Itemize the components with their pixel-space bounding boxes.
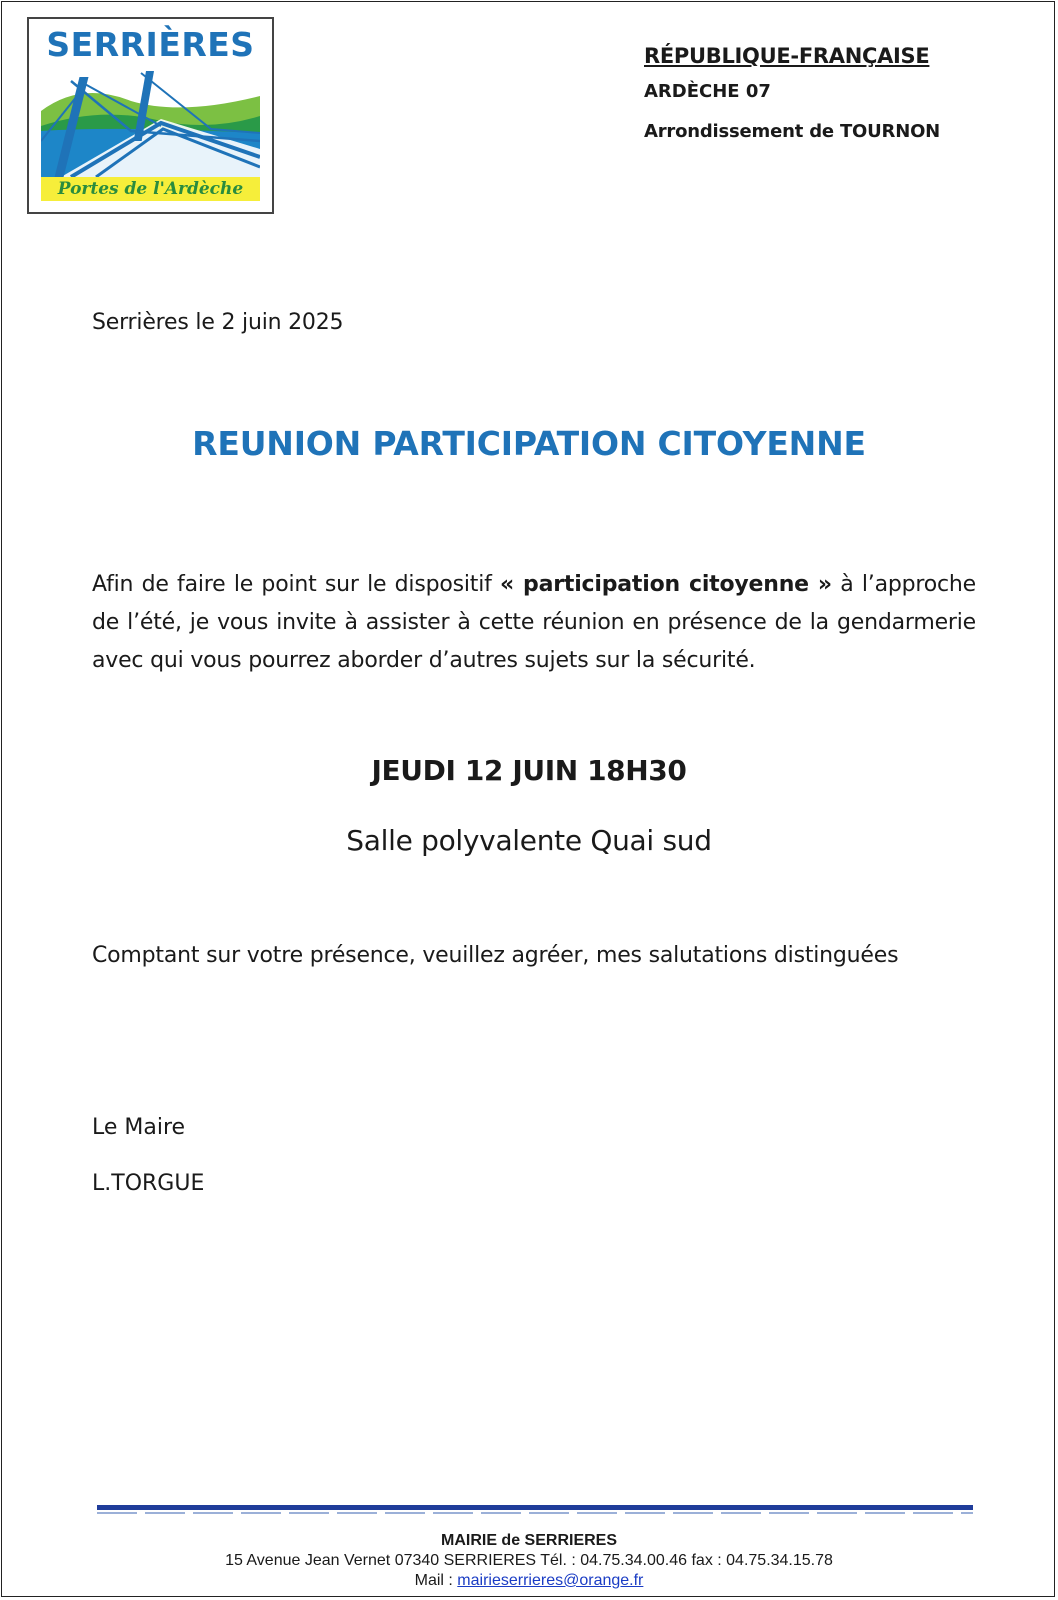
footer-mail-label: Mail : bbox=[414, 1572, 458, 1589]
footer-mairie: MAIRIE de SERRIERES bbox=[440, 1532, 618, 1549]
footer-divider-secondary bbox=[97, 1512, 973, 1514]
footer-address: 15 Avenue Jean Vernet 07340 SERRIERES Tél. : 04.75.34.00.46 fax : 04.75.34.15.78 bbox=[225, 1552, 833, 1569]
footer-mail-line bbox=[0, 1572, 1058, 1590]
meeting-location: Salle polyvalente Quai sud bbox=[346, 824, 712, 857]
paragraph-text-start: Afin de faire le point sur le dispositif bbox=[92, 572, 501, 597]
paragraph-text-end: à l’approche de l’été, je vous invite à assister à cette réunion en présence de la gendarmerie avec qui vous pourrez aborder d’autres sujets sur la sécurité. bbox=[92, 572, 977, 673]
paragraph-bold-text: « participation citoyenne » bbox=[500, 572, 832, 597]
header-republic: RÉPUBLIQUE-FRANÇAISE bbox=[644, 44, 930, 68]
meeting-datetime: JEUDI 12 JUIN 18H30 bbox=[371, 754, 687, 787]
letter-paragraph bbox=[92, 566, 976, 680]
header-department: ARDÈCHE 07 bbox=[644, 81, 771, 102]
serrieres-logo bbox=[27, 17, 274, 214]
page-frame bbox=[1, 1, 1055, 1597]
logo-tagline: Portes de l'Ardèche bbox=[41, 177, 260, 201]
letter-date: Serrières le 2 juin 2025 bbox=[92, 310, 344, 335]
signature-role: Le Maire bbox=[92, 1115, 186, 1140]
letter-closing: Comptant sur votre présence, veuillez agréer, mes salutations distinguées bbox=[92, 943, 899, 968]
header-arrondissement: Arrondissement de TOURNON bbox=[644, 121, 941, 142]
letter-title: REUNION PARTICIPATION CITOYENNE bbox=[192, 424, 866, 463]
bridge-icon bbox=[41, 71, 260, 177]
footer-mail-link[interactable]: mairieserrieres@orange.fr bbox=[457, 1572, 644, 1589]
logo-title: SERRIÈRES bbox=[46, 25, 255, 64]
signature-name: L.TORGUE bbox=[92, 1171, 205, 1196]
footer-divider bbox=[97, 1505, 973, 1510]
